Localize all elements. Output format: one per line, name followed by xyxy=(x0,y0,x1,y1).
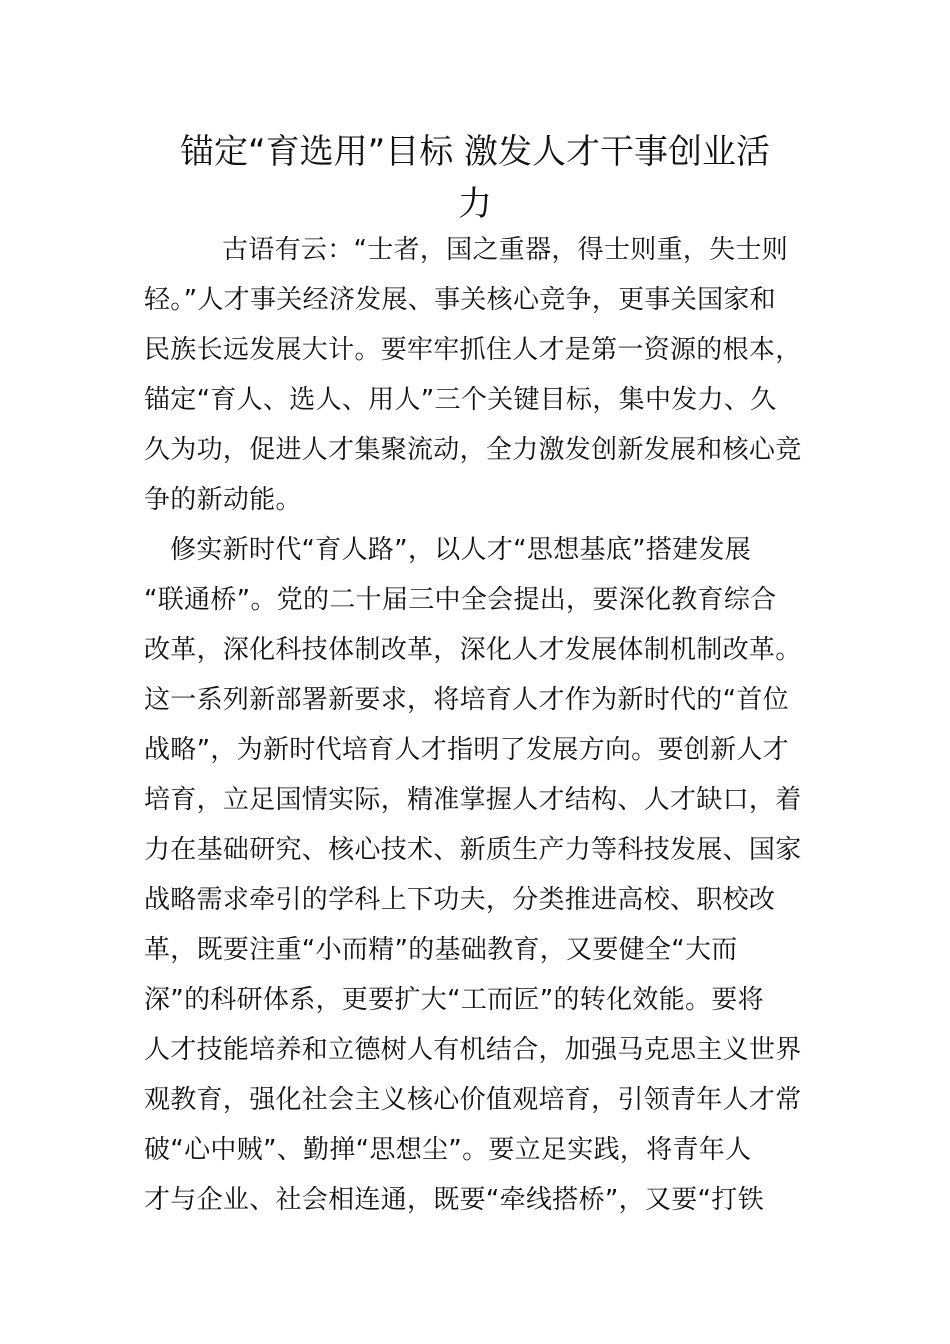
paragraph-line: 久为功，促进人才集聚流动，全力激发创新发展和核心竞 xyxy=(144,435,802,465)
paragraph-line: 培育，立足国情实际，精准掌握人才结构、人才缺口，着 xyxy=(144,785,802,815)
paragraph-line: 争的新动能。 xyxy=(144,485,302,515)
paragraph-line: 战略”，为新时代培育人才指明了发展方向。要创新人才 xyxy=(144,735,789,765)
paragraph-line: 这一系列新部署新要求，将培育人才作为新时代的“首位 xyxy=(144,685,789,715)
paragraph-line: 轻。”人才事关经济发展、事关核心竞争，更事关国家和 xyxy=(144,285,776,315)
paragraph-line: 破“心中贼”、勤掸“思想尘”。要立足实践，将青年人 xyxy=(144,1135,752,1165)
document-title-line-1: 锚定“育选用”目标 激发人才干事创业活 xyxy=(179,132,771,172)
paragraph-line: 民族长远发展大计。要牢牢抓住人才是第一资源的根本， xyxy=(144,335,802,365)
paragraph-line: “联通桥”。党的二十届三中全会提出，要深化教育综合 xyxy=(144,585,777,615)
paragraph-line: 才与企业、社会相连通，既要“牵线搭桥”，又要“打铁 xyxy=(144,1185,764,1215)
paragraph-line: 观教育，强化社会主义核心价值观培育，引领青年人才常 xyxy=(144,1085,802,1115)
paragraph-line: 深”的科研体系，更要扩大“工而匠”的转化效能。要将 xyxy=(144,985,764,1015)
paragraph-line: 力在基础研究、核心技术、新质生产力等科技发展、国家 xyxy=(144,835,802,865)
paragraph-line: 古语有云：“士者，国之重器，得士则重，失士则 xyxy=(222,235,789,265)
paragraph-line: 锚定“育人、选人、用人”三个关键目标，集中发力、久 xyxy=(144,385,777,415)
paragraph-line: 战略需求牵引的学科上下功夫，分类推进高校、职校改 xyxy=(144,885,776,915)
document-title-line-2: 力 xyxy=(458,184,492,224)
paragraph-line: 人才技能培养和立德树人有机结合，加强马克思主义世界 xyxy=(144,1035,802,1065)
paragraph-line: 修实新时代“育人路”，以人才“思想基底”搭建发展 xyxy=(170,535,752,565)
paragraph-line: 改革，深化科技体制改革，深化人才发展体制机制改革。 xyxy=(144,635,802,665)
paragraph-line: 革，既要注重“小而精”的基础教育，又要健全“大而 xyxy=(144,935,738,965)
